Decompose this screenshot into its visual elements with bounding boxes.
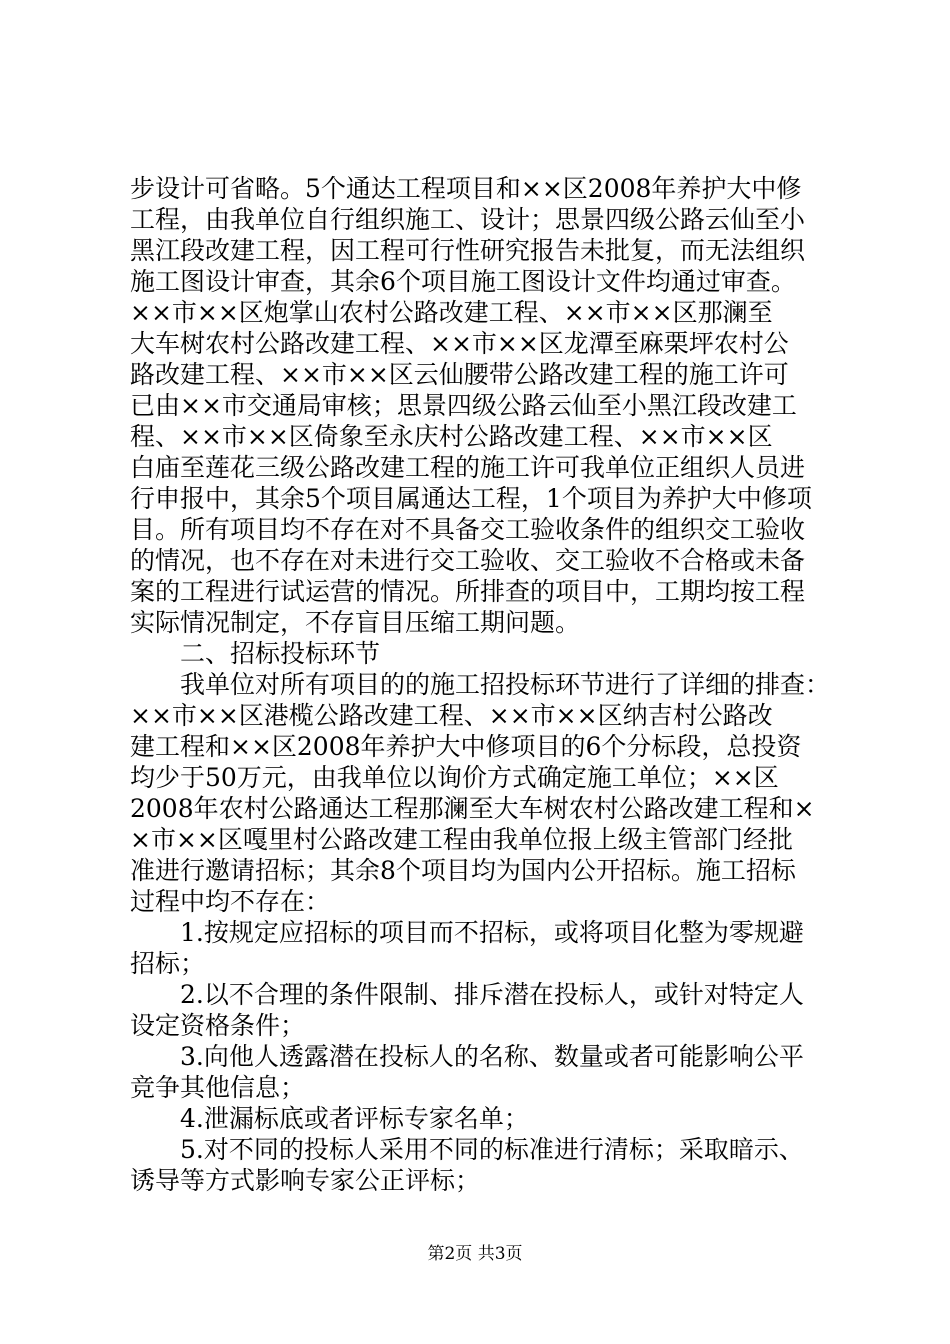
text-line: 施工图设计审查，其余6个项目施工图设计文件均通过审查。 (130, 267, 796, 296)
list-item-1: 1.按规定应招标的项目而不招标，或将项目化整为零规避 (180, 918, 804, 947)
text-line: 均少于50万元，由我单位以询价方式确定施工单位；××区 (130, 763, 779, 792)
text-line: ×市××区嘎里村公路改建工程由我单位报上级主管部门经批 (130, 825, 793, 854)
text-line: ××市××区炮掌山农村公路改建工程、××市××区那澜至 (130, 298, 773, 327)
text-line: 大车树农村公路改建工程、××市××区龙潭至麻栗坪农村公 (130, 329, 789, 358)
list-item-4: 4.泄漏标底或者评标专家名单； (180, 1104, 529, 1133)
text-line: 设定资格条件； (130, 1011, 306, 1040)
section-heading: 二、招标投标环节 (180, 639, 381, 668)
list-item-3: 3.向他人透露潜在投标人的名称、数量或者可能影响公平 (180, 1042, 804, 1071)
text-line: 目。所有项目均不存在对不具备交工验收条件的组织交工验收 (130, 515, 806, 544)
text-line: 工程，由我单位自行组织施工、设计；思景四级公路云仙至小 (130, 205, 806, 234)
text-line: 步设计可省略。5个通达工程项目和××区2008年养护大中修 (130, 174, 802, 203)
text-line: 案的工程进行试运营的情况。所排查的项目中，工期均按工程 (130, 577, 806, 606)
text-line: 程、××市××区倚象至永庆村公路改建工程、××市××区 (130, 422, 773, 451)
text-line: 白庙至莲花三级公路改建工程的施工许可我单位正组织人员进 (130, 453, 806, 482)
text-line: 2008年农村公路通达工程那澜至大车树农村公路改建工程和× (130, 794, 815, 823)
text-line: 招标； (130, 949, 206, 978)
text-line: 已由××市交通局审核；思景四级公路云仙至小黑江段改建工 (130, 391, 797, 420)
text-line: 实际情况制定，不存盲目压缩工期问题。 (130, 608, 581, 637)
text-line: 的情况，也不存在对未进行交工验收、交工验收不合格或未备 (130, 546, 806, 575)
text-line: 黑江段改建工程，因工程可行性研究报告未批复，而无法组织 (130, 236, 806, 265)
text-line: ××市××区港榄公路改建工程、××市××区纳吉村公路改 (130, 701, 773, 730)
list-item-5: 5.对不同的投标人采用不同的标准进行清标；采取暗示、 (180, 1135, 804, 1164)
text-line: 竞争其他信息； (130, 1073, 306, 1102)
text-line: 行申报中，其余5个项目属通达工程，1个项目为养护大中修项 (130, 484, 812, 513)
text-line: 诱导等方式影响专家公正评标； (130, 1166, 481, 1195)
text-line: 建工程和××区2008年养护大中修项目的6个分标段，总投资 (130, 732, 802, 761)
text-line: 准进行邀请招标；其余8个项目均为国内公开招标。施工招标 (130, 856, 796, 885)
text-line: 路改建工程、××市××区云仙腰带公路改建工程的施工许可 (130, 360, 789, 389)
paragraph-first-line: 我单位对所有项目的的施工招投标环节进行了详细的排查： (180, 670, 830, 699)
page-footer: 第2页 共3页 (427, 1244, 523, 1264)
list-item-2: 2.以不合理的条件限制、排斥潜在投标人，或针对特定人 (180, 980, 804, 1009)
text-line: 过程中均不存在： (130, 887, 331, 916)
